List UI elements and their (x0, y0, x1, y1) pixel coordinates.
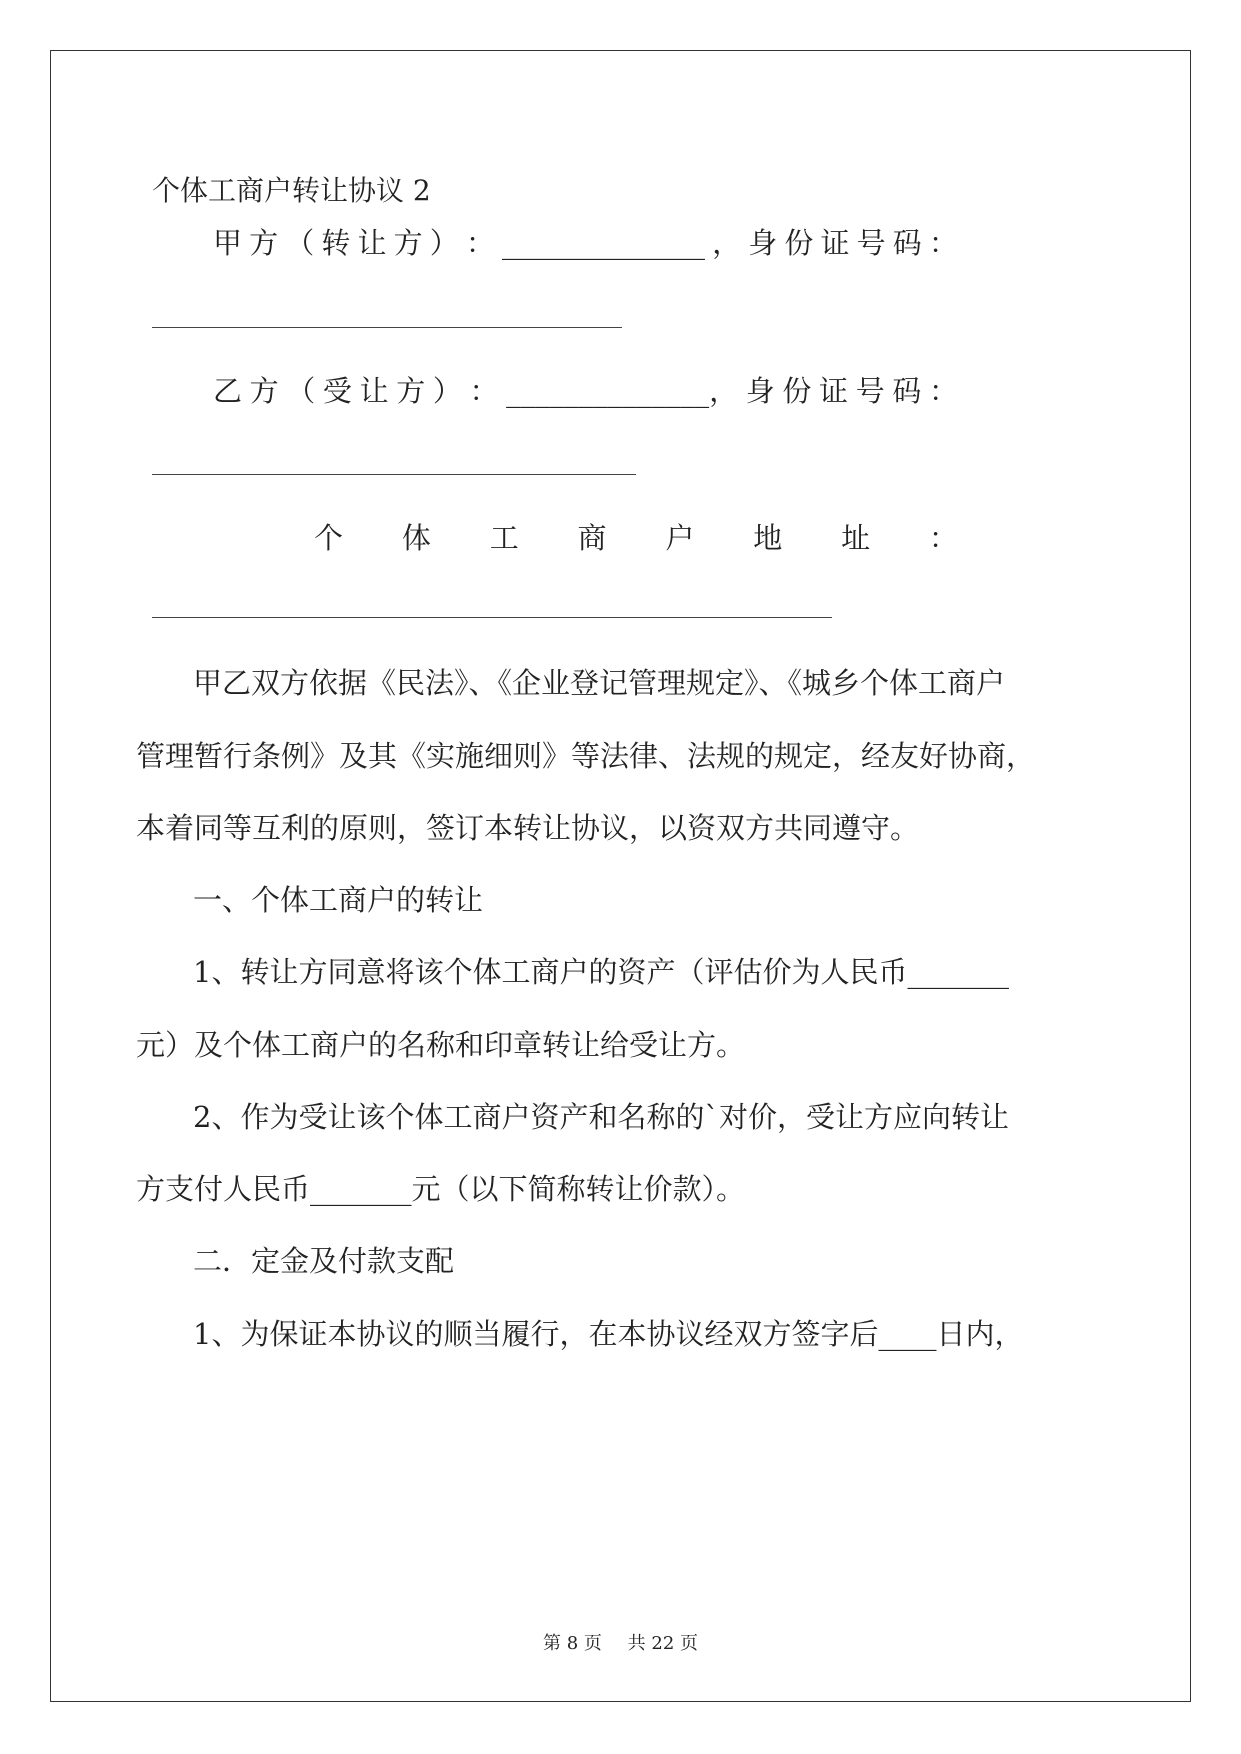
page-footer (0, 1629, 1241, 1655)
clause-1-2-cont: 方支付人民币_______元（以下简称转让价款）。 (136, 1172, 746, 1206)
document-title: 个体工商户转让协议 2 (152, 174, 431, 207)
party-a-char: 转 (321, 226, 351, 260)
clause-1-1: 1、转让方同意将该个体工商户的资产（评估价为人民币_______ (193, 955, 1009, 989)
party-b-char: 号 (855, 374, 885, 408)
address-char: 工 (489, 521, 519, 555)
address-char: ： (928, 521, 958, 555)
address-char: 体 (401, 521, 431, 555)
party-b-char: 方 (249, 374, 279, 408)
party-a-char: 方 (393, 226, 423, 260)
clause-1-1-cont: 元）及个体工商户的名称和印章转让给受让方。 (136, 1028, 746, 1062)
section-heading-1: 一、个体工商户的转让 (193, 883, 484, 917)
address-char: 址 (841, 521, 871, 555)
page-total: 共 22 页 (627, 1633, 698, 1654)
party-a-char: 让 (357, 226, 387, 260)
party-a-char: ______________ (502, 226, 705, 260)
party-b-char: 方 (396, 374, 426, 408)
party-a-char: ， (712, 226, 742, 260)
party-a-char: 甲 (213, 226, 243, 260)
party-a-char: 身 (748, 226, 778, 260)
party-b-char: 乙 (213, 374, 243, 408)
party-b-char: ） (432, 374, 462, 408)
section-heading-2: 二．定金及付款支配 (193, 1244, 455, 1278)
body-line-1: 甲乙双方依据《民法》、《企业登记管理规定》、《城乡个体工商户 (193, 666, 1006, 700)
party-a-char: 号 (856, 226, 886, 260)
clause-1-2: 2、作为受让该个体工商户资产和名称的`对价，受让方应向转让 (193, 1100, 1009, 1134)
party-b-line (213, 373, 958, 409)
party-a-char: （ (285, 226, 315, 260)
party-a-char: 份 (784, 226, 814, 260)
body-line-2: 管理暂行条例》及其《实施细则》等法律、法规的规定，经友好协商， (136, 739, 1036, 773)
party-b-char: 让 (359, 374, 389, 408)
party-b-char: 受 (322, 374, 352, 408)
address-char: 户 (665, 521, 695, 555)
party-a-char: ： (465, 226, 495, 260)
party-a-line (213, 225, 958, 261)
party-a-char: ： (928, 226, 958, 260)
party-a-char: 码 (892, 226, 922, 260)
address-char: 地 (753, 521, 783, 555)
party-b-char: 码 (892, 374, 922, 408)
page-number: 第 8 页 (543, 1633, 602, 1654)
party-a-char: 方 (249, 226, 279, 260)
party-b-char: ： (469, 374, 499, 408)
page-border (50, 50, 1191, 1702)
party-a-char: ） (429, 226, 459, 260)
party-a-char: 证 (820, 226, 850, 260)
party-b-char: （ (286, 374, 316, 408)
party-b-id-blank (152, 474, 636, 475)
clause-2-1: 1、为保证本协议的顺当履行，在本协议经双方签字后____日内， (193, 1317, 1024, 1351)
address-char: 个 (314, 521, 344, 555)
address-char: 商 (577, 521, 607, 555)
party-a-id-blank (152, 327, 622, 328)
party-b-char: 证 (819, 374, 849, 408)
party-b-char: 份 (782, 374, 812, 408)
address-line (314, 520, 958, 556)
party-b-char: ： (928, 374, 958, 408)
body-line-3: 本着同等互利的原则，签订本转让协议，以资双方共同遵守。 (136, 811, 920, 845)
party-b-char: 身 (745, 374, 775, 408)
address-blank (152, 617, 832, 618)
party-b-char: ______________， (506, 374, 739, 408)
